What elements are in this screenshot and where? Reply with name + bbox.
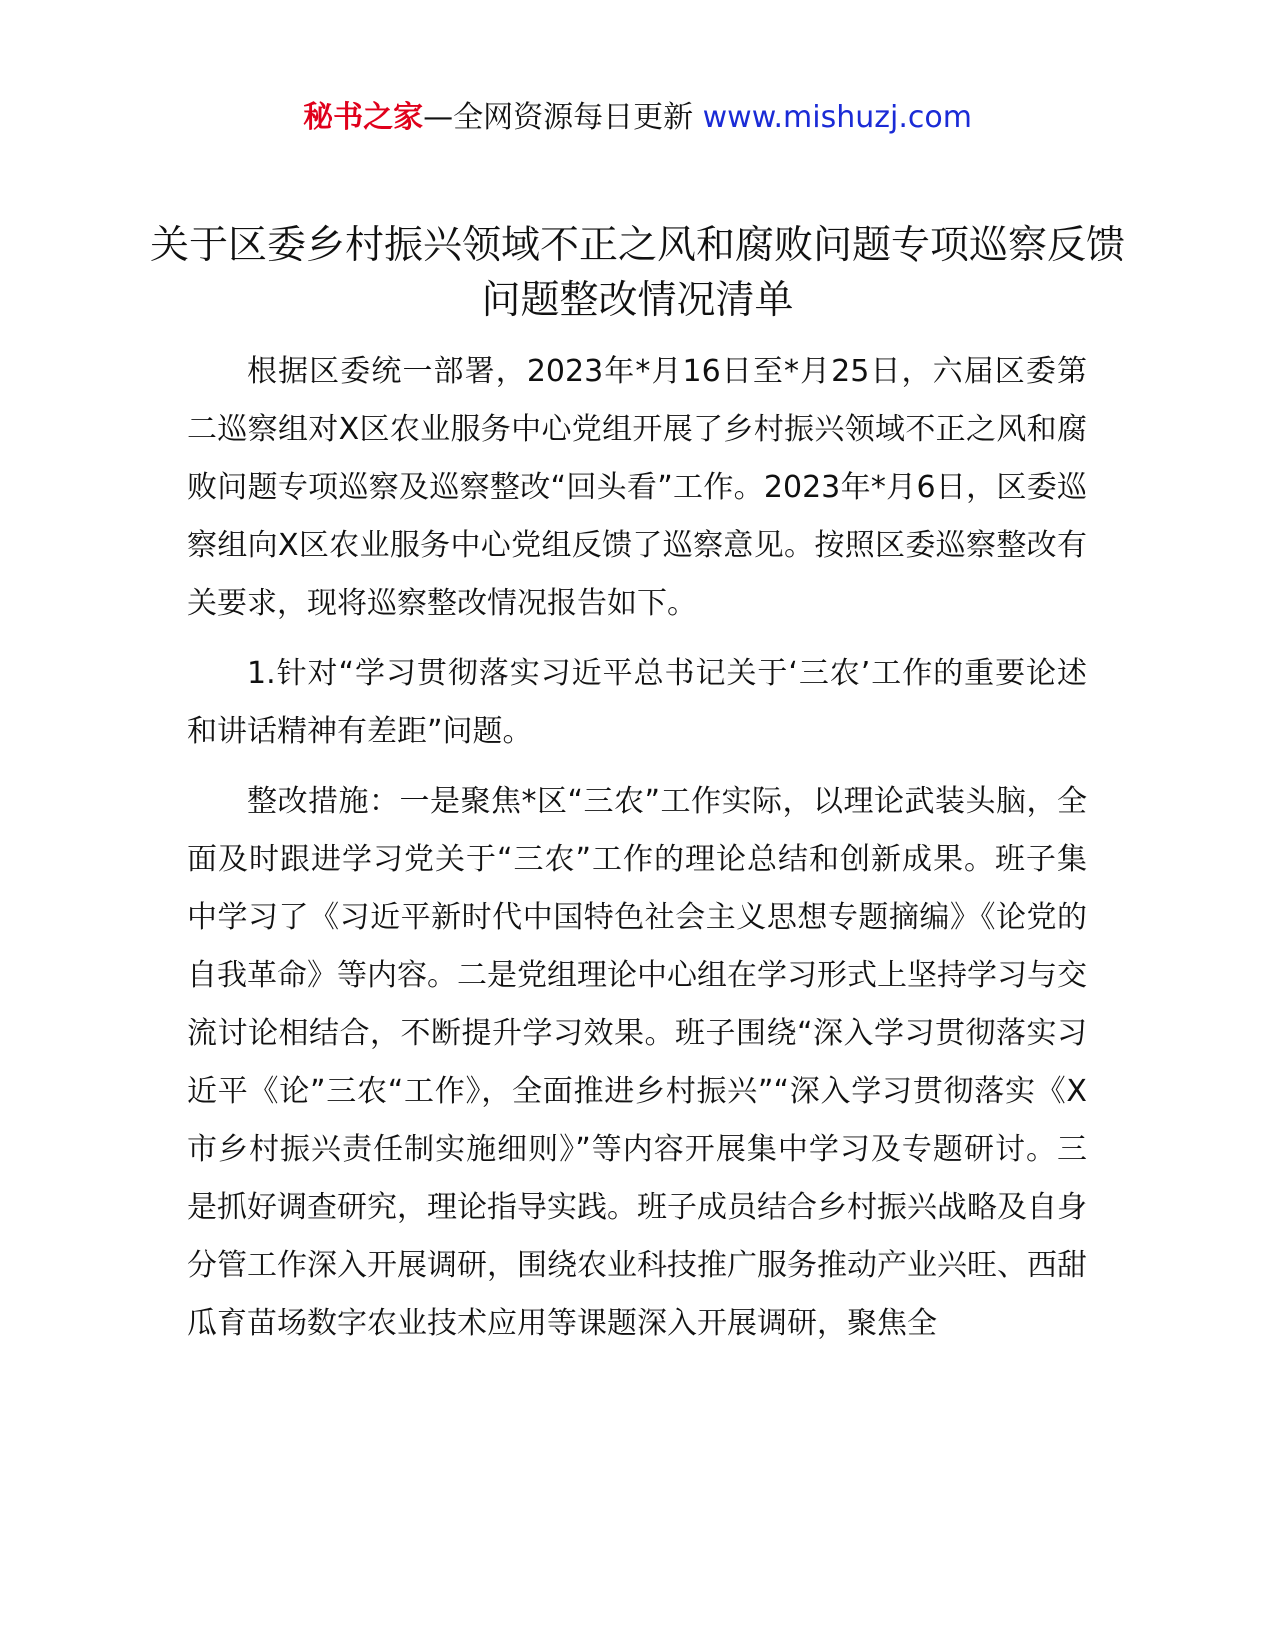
paragraph-rectification-measures: 整改措施：一是聚焦*区“三农”工作实际，以理论武装头脑，全面及时跟进学习党关于“三农”工作的理论总结和创新成果。班子集中学习了《习近平新时代中国特色社会主义思想专题摘编》《论党的自我革命》等内容。二是党组理论中心组在学习形式上坚持学习与交流讨论相结合，不断提升学习效果。班子围绕“深入学习贯彻落实习近平《论”三农“工作》，全面推进乡村振兴”“深入学习贯彻落实《X市乡村振兴责任制实施细则》”等内容开展集中学习及专题研讨。三是抓好调查研究，理论指导实践。班子成员结合乡村振兴战略及自身分管工作深入开展调研，围绕农业科技推广服务推动产业兴旺、西甜瓜育苗场数字农业技术应用等课题深入开展调研，聚焦全	[187, 784, 1087, 1341]
site-url-link[interactable]: www.mishuzj.com	[702, 100, 972, 135]
site-header	[0, 98, 1275, 138]
paragraph-issue-1: 1.针对“学习贯彻落实习近平总书记关于‘三农’工作的重要论述和讲话精神有差距”问题。	[187, 656, 1087, 749]
document-title: 关于区委乡村振兴领域不正之风和腐败问题专项巡察反馈问题整改情况清单	[150, 223, 1126, 323]
site-tagline: —全网资源每日更新	[423, 100, 694, 135]
paragraph-intro: 根据区委统一部署，2023年*月16日至*月25日，六届区委第二巡察组对X区农业服务中心党组开展了乡村振兴领域不正之风和腐败问题专项巡察及巡察整改“回头看”工作。2023年*月6日，区委巡察组向X区农业服务中心党组反馈了巡察意见。按照区委巡察整改有关要求，现将巡察整改情况报告如下。	[187, 354, 1087, 621]
document-body	[187, 343, 1087, 1365]
site-brand: 秘书之家	[303, 100, 424, 135]
